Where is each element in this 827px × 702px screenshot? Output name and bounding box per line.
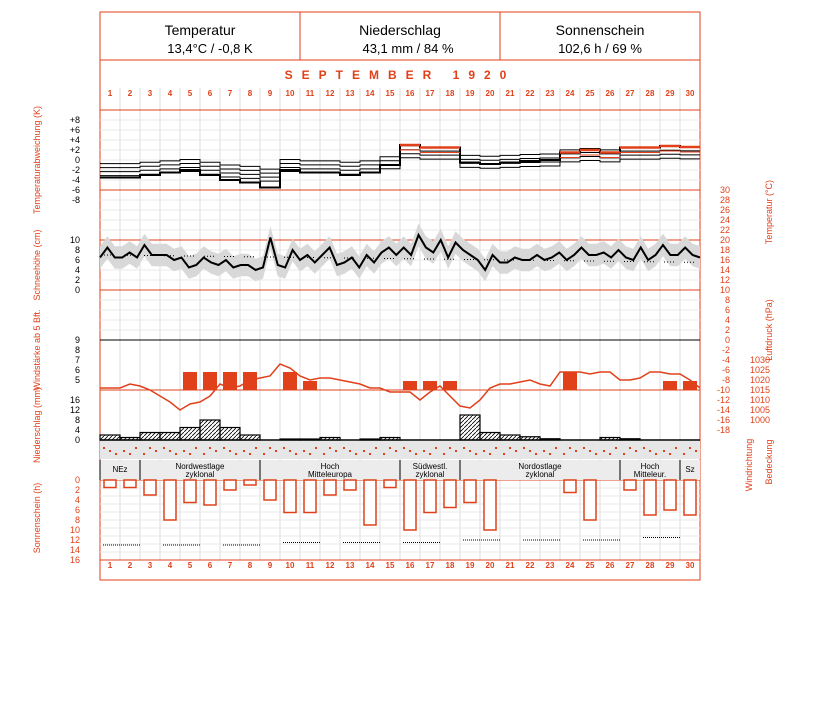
wind-direction-mark bbox=[409, 450, 411, 452]
tick-precip: 12 bbox=[69, 405, 80, 415]
tick-pressure: 1020 bbox=[749, 375, 770, 385]
wind-direction-mark bbox=[669, 453, 671, 455]
day-label: 22 bbox=[525, 561, 535, 570]
wind-direction-mark bbox=[483, 450, 485, 452]
wind-direction-mark bbox=[209, 447, 211, 449]
tick-temperature: 22 bbox=[719, 225, 730, 235]
day-label: 24 bbox=[565, 89, 575, 98]
header-precip-value: 43,1 mm / 84 % bbox=[362, 41, 454, 56]
day-label: 9 bbox=[267, 561, 273, 570]
tick-temperature: 28 bbox=[719, 195, 730, 205]
ylabel-snow: Schneehöhe (cm) bbox=[32, 229, 42, 301]
day-label: 19 bbox=[465, 89, 475, 98]
day-label: 22 bbox=[525, 89, 535, 98]
day-label: 29 bbox=[665, 89, 675, 98]
wind-direction-mark bbox=[443, 453, 445, 455]
day-label: 17 bbox=[425, 561, 435, 570]
tick-pressure: 1025 bbox=[749, 365, 770, 375]
sunshine-bar bbox=[304, 480, 316, 513]
tick-temp-dev: -2 bbox=[71, 165, 80, 175]
tick-pressure: 1005 bbox=[749, 405, 770, 415]
sunshine-bar bbox=[184, 480, 196, 503]
wind-direction-mark bbox=[163, 447, 165, 449]
tick-temp-dev: 0 bbox=[74, 155, 80, 165]
weather-type-label: NEz bbox=[112, 465, 128, 474]
wind-direction-mark bbox=[449, 447, 451, 449]
tick-precip: 4 bbox=[74, 425, 80, 435]
wind-direction-mark bbox=[309, 453, 311, 455]
day-label: 14 bbox=[365, 561, 375, 570]
sunshine-bar bbox=[224, 480, 236, 490]
tick-wind: 7 bbox=[74, 355, 80, 365]
tick-temperature: 4 bbox=[724, 315, 730, 325]
wind-bar bbox=[683, 381, 697, 390]
weather-type-label: zyklonal bbox=[525, 470, 555, 479]
tick-temperature: -12 bbox=[716, 395, 730, 405]
wind-direction-mark bbox=[249, 453, 251, 455]
tick-temp-dev: +8 bbox=[69, 115, 80, 125]
wind-direction-mark bbox=[509, 447, 511, 449]
tick-temperature: -10 bbox=[716, 385, 730, 395]
day-label: 13 bbox=[345, 89, 355, 98]
wind-direction-mark bbox=[655, 453, 657, 455]
wind-direction-mark bbox=[623, 453, 625, 455]
sunshine-bar bbox=[684, 480, 696, 515]
tick-temperature: -4 bbox=[721, 355, 730, 365]
tick-precip: 16 bbox=[69, 395, 80, 405]
wind-bar bbox=[183, 372, 197, 390]
header-temp-value: 13,4°C / -0,8 K bbox=[167, 41, 253, 56]
ylabel-temp-deviation: Temperaturabweichung (K) bbox=[32, 105, 42, 215]
wind-direction-mark bbox=[203, 453, 205, 455]
wind-direction-mark bbox=[329, 447, 331, 449]
header-sun-name: Sonnenschein bbox=[555, 22, 645, 38]
wind-direction-mark bbox=[275, 450, 277, 452]
day-label: 2 bbox=[127, 561, 133, 570]
weather-type-label: Hoch bbox=[320, 462, 340, 471]
wind-direction-mark bbox=[149, 447, 151, 449]
day-label: 10 bbox=[285, 89, 295, 98]
day-label: 26 bbox=[605, 561, 615, 570]
day-label: 1 bbox=[107, 561, 113, 570]
wind-direction-mark bbox=[403, 447, 405, 449]
tick-pressure: 1000 bbox=[749, 415, 770, 425]
sunshine-bar bbox=[324, 480, 336, 495]
weather-type-label: Mitteleur. bbox=[633, 470, 667, 479]
day-label: 3 bbox=[147, 561, 153, 570]
tick-temperature: -16 bbox=[716, 415, 730, 425]
wind-bar bbox=[303, 381, 317, 390]
precip-bar bbox=[460, 415, 480, 440]
wind-direction-mark bbox=[463, 447, 465, 449]
day-label: 6 bbox=[207, 89, 213, 98]
wind-direction-mark bbox=[389, 447, 391, 449]
wind-direction-mark bbox=[609, 453, 611, 455]
tick-snow: 10 bbox=[69, 235, 80, 245]
wind-direction-mark bbox=[435, 447, 437, 449]
wind-direction-mark bbox=[255, 447, 257, 449]
day-label: 8 bbox=[247, 561, 253, 570]
wind-direction-mark bbox=[489, 453, 491, 455]
day-label: 20 bbox=[485, 89, 495, 98]
day-label: 15 bbox=[385, 89, 395, 98]
sunshine-bar bbox=[644, 480, 656, 515]
tick-temperature: 2 bbox=[724, 325, 730, 335]
tick-temperature: 10 bbox=[719, 285, 730, 295]
wind-direction-mark bbox=[549, 453, 551, 455]
day-label: 5 bbox=[187, 89, 193, 98]
day-label: 21 bbox=[505, 561, 515, 570]
wind-direction-mark bbox=[529, 450, 531, 452]
wind-direction-mark bbox=[649, 450, 651, 452]
wind-direction-mark bbox=[469, 450, 471, 452]
tick-pressure: 1015 bbox=[749, 385, 770, 395]
wind-direction-mark bbox=[683, 453, 685, 455]
day-label: 2 bbox=[127, 89, 133, 98]
wind-bar bbox=[283, 372, 297, 390]
day-label: 23 bbox=[545, 561, 555, 570]
day-label: 12 bbox=[325, 89, 335, 98]
tick-temperature: 26 bbox=[719, 205, 730, 215]
wind-direction-mark bbox=[523, 447, 525, 449]
wind-direction-mark bbox=[629, 447, 631, 449]
wind-bar bbox=[403, 381, 417, 390]
tick-temperature: 14 bbox=[719, 265, 730, 275]
day-label: 4 bbox=[167, 561, 173, 570]
ylabel-sunshine: Sonnenschein (h) bbox=[32, 482, 42, 554]
wind-direction-mark bbox=[455, 450, 457, 452]
wind-direction-mark bbox=[515, 450, 517, 452]
wind-direction-mark bbox=[535, 453, 537, 455]
tick-temperature: -14 bbox=[716, 405, 730, 415]
wind-direction-mark bbox=[635, 450, 637, 452]
wind-direction-mark bbox=[543, 450, 545, 452]
tick-temperature: 20 bbox=[719, 235, 730, 245]
wind-direction-mark bbox=[315, 447, 317, 449]
day-label: 30 bbox=[685, 89, 695, 98]
sunshine-bar bbox=[364, 480, 376, 525]
day-label: 16 bbox=[405, 561, 415, 570]
wind-direction-mark bbox=[615, 447, 617, 449]
tick-temp-dev: +4 bbox=[69, 135, 80, 145]
day-label: 29 bbox=[665, 561, 675, 570]
wind-direction-mark bbox=[569, 447, 571, 449]
tick-snow: 4 bbox=[74, 265, 80, 275]
tick-temperature: -8 bbox=[721, 375, 730, 385]
wind-direction-mark bbox=[555, 447, 557, 449]
day-label: 3 bbox=[147, 89, 153, 98]
tick-wind: 6 bbox=[74, 365, 80, 375]
wind-direction-mark bbox=[355, 453, 357, 455]
day-label: 28 bbox=[645, 89, 655, 98]
day-label: 8 bbox=[247, 89, 253, 98]
tick-temp-dev: -8 bbox=[71, 195, 80, 205]
tick-sunshine: 16 bbox=[69, 555, 80, 565]
sunshine-bar bbox=[244, 480, 256, 485]
wind-direction-mark bbox=[375, 447, 377, 449]
day-label: 26 bbox=[605, 89, 615, 98]
wind-direction-mark bbox=[663, 450, 665, 452]
wind-direction-mark bbox=[109, 450, 111, 452]
sunshine-bar bbox=[464, 480, 476, 503]
wind-direction-mark bbox=[343, 447, 345, 449]
weather-type-label: Südwestl. bbox=[412, 462, 448, 471]
day-label: 25 bbox=[585, 561, 595, 570]
wind-bar bbox=[223, 372, 237, 390]
wind-direction-mark bbox=[695, 450, 697, 452]
day-label: 23 bbox=[545, 89, 555, 98]
sunshine-bar bbox=[344, 480, 356, 490]
tick-temperature: -18 bbox=[716, 425, 730, 435]
tick-temp-dev: -4 bbox=[71, 175, 80, 185]
sunshine-bar bbox=[664, 480, 676, 510]
sunshine-bar bbox=[384, 480, 396, 488]
day-label: 19 bbox=[465, 561, 475, 570]
header-temp-name: Temperatur bbox=[164, 22, 236, 38]
wind-direction-mark bbox=[289, 450, 291, 452]
day-label: 20 bbox=[485, 561, 495, 570]
precip-bar bbox=[180, 428, 200, 441]
header bbox=[100, 12, 700, 60]
wind-direction-mark bbox=[169, 450, 171, 452]
wind-direction-mark bbox=[583, 447, 585, 449]
day-label: 16 bbox=[405, 89, 415, 98]
wind-direction-mark bbox=[103, 447, 105, 449]
wind-direction-mark bbox=[323, 453, 325, 455]
header-precip-name: Niederschlag bbox=[359, 22, 441, 38]
weather-type-label: Sz bbox=[685, 465, 695, 474]
cloud-cover-band bbox=[100, 441, 700, 459]
day-label: 6 bbox=[207, 561, 213, 570]
weather-type-label: Nordwestlage bbox=[175, 462, 225, 471]
wind-bar bbox=[243, 372, 257, 390]
sunshine-bar bbox=[444, 480, 456, 508]
wind-direction-mark bbox=[143, 453, 145, 455]
wind-direction-mark bbox=[395, 450, 397, 452]
ylabel-wind: Windstärke ab 5 Bft. bbox=[32, 309, 42, 391]
wind-direction-mark bbox=[675, 447, 677, 449]
wind-direction-mark bbox=[223, 447, 225, 449]
day-label: 12 bbox=[325, 561, 335, 570]
day-label: 4 bbox=[167, 89, 173, 98]
ylabel-precip: Niederschlag (mm) bbox=[32, 386, 42, 464]
wind-direction-mark bbox=[135, 447, 137, 449]
tick-temp-dev: +2 bbox=[69, 145, 80, 155]
wind-bar bbox=[563, 372, 577, 390]
day-label: 30 bbox=[685, 561, 695, 570]
tick-temperature: 12 bbox=[719, 275, 730, 285]
sunshine-bar bbox=[484, 480, 496, 530]
day-label: 7 bbox=[227, 89, 233, 98]
tick-temperature: 24 bbox=[719, 215, 730, 225]
tick-temperature: 18 bbox=[719, 245, 730, 255]
wind-direction-mark bbox=[303, 450, 305, 452]
precip-bar bbox=[160, 433, 180, 441]
wind-direction-mark bbox=[503, 453, 505, 455]
weather-type-label: Nordostlage bbox=[518, 462, 562, 471]
sunshine-bar bbox=[424, 480, 436, 513]
wind-direction-mark bbox=[183, 450, 185, 452]
day-label: 15 bbox=[385, 561, 395, 570]
day-label: 10 bbox=[285, 561, 295, 570]
ylabel-cloud-cover: Bedeckung bbox=[764, 439, 774, 485]
day-label: 5 bbox=[187, 561, 193, 570]
tick-temperature: 30 bbox=[719, 185, 730, 195]
tick-pressure: 1030 bbox=[749, 355, 770, 365]
wind-direction-mark bbox=[689, 447, 691, 449]
tick-temperature: 0 bbox=[724, 335, 730, 345]
sunshine-bar bbox=[104, 480, 116, 488]
tick-precip: 0 bbox=[74, 435, 80, 445]
wind-direction-mark bbox=[215, 450, 217, 452]
tick-wind: 5 bbox=[74, 375, 80, 385]
header-sun-value: 102,6 h / 69 % bbox=[558, 41, 642, 56]
wind-direction-mark bbox=[335, 450, 337, 452]
tick-temperature: 16 bbox=[719, 255, 730, 265]
wind-direction-mark bbox=[349, 450, 351, 452]
precip-bar bbox=[220, 428, 240, 441]
tick-snow: 6 bbox=[74, 255, 80, 265]
sunshine-bar bbox=[264, 480, 276, 500]
sunshine-bar bbox=[164, 480, 176, 520]
tick-temperature: -6 bbox=[721, 365, 730, 375]
wind-direction-mark bbox=[369, 453, 371, 455]
day-label: 11 bbox=[305, 561, 315, 570]
day-label: 21 bbox=[505, 89, 515, 98]
wind-direction-mark bbox=[363, 450, 365, 452]
wind-direction-mark bbox=[383, 453, 385, 455]
wind-direction-mark bbox=[295, 453, 297, 455]
sunshine-bar bbox=[144, 480, 156, 495]
tick-sunshine: 12 bbox=[69, 535, 80, 545]
wind-direction-mark bbox=[495, 447, 497, 449]
sunshine-bar bbox=[124, 480, 136, 488]
tick-temperature: 6 bbox=[724, 305, 730, 315]
wind-direction-mark bbox=[415, 453, 417, 455]
day-label: 25 bbox=[585, 89, 595, 98]
wind-direction-mark bbox=[263, 453, 265, 455]
wind-direction-mark bbox=[123, 450, 125, 452]
wind-direction-mark bbox=[475, 453, 477, 455]
wind-direction-mark bbox=[115, 453, 117, 455]
weather-type-label: Hoch bbox=[640, 462, 660, 471]
precip-bar bbox=[480, 433, 500, 441]
wind-direction-mark bbox=[195, 447, 197, 449]
day-label: 14 bbox=[365, 89, 375, 98]
day-label: 17 bbox=[425, 89, 435, 98]
day-label: 1 bbox=[107, 89, 113, 98]
tick-sunshine: 4 bbox=[74, 495, 80, 505]
tick-snow: 8 bbox=[74, 245, 80, 255]
tick-sunshine: 6 bbox=[74, 505, 80, 515]
wind-direction-mark bbox=[129, 453, 131, 455]
wind-direction-mark bbox=[423, 450, 425, 452]
wind-direction-mark bbox=[269, 447, 271, 449]
wind-direction-mark bbox=[603, 450, 605, 452]
day-label: 11 bbox=[305, 89, 315, 98]
tick-sunshine: 14 bbox=[69, 545, 80, 555]
day-label: 7 bbox=[227, 561, 233, 570]
tick-temp-dev: +6 bbox=[69, 125, 80, 135]
wind-direction-mark bbox=[429, 453, 431, 455]
tick-snow: 2 bbox=[74, 275, 80, 285]
tick-temperature: -2 bbox=[721, 345, 730, 355]
day-label: 27 bbox=[625, 89, 635, 98]
tick-sunshine: 10 bbox=[69, 525, 80, 535]
wind-direction-mark bbox=[643, 447, 645, 449]
wind-bar bbox=[663, 381, 677, 390]
tick-pressure: 1010 bbox=[749, 395, 770, 405]
weather-type-label: Mitteleuropa bbox=[307, 470, 353, 479]
wind-direction-mark bbox=[575, 450, 577, 452]
sunshine-bar bbox=[584, 480, 596, 520]
tick-temperature: 8 bbox=[724, 295, 730, 305]
wind-direction-mark bbox=[189, 453, 191, 455]
wind-direction-mark bbox=[563, 453, 565, 455]
day-label: 9 bbox=[267, 89, 273, 98]
wind-bar bbox=[423, 381, 437, 390]
tick-wind: 8 bbox=[74, 345, 80, 355]
sunshine-bar bbox=[404, 480, 416, 530]
tick-temp-dev: -6 bbox=[71, 185, 80, 195]
day-label: 18 bbox=[445, 89, 455, 98]
day-label: 28 bbox=[645, 561, 655, 570]
tick-wind: 9 bbox=[74, 335, 80, 345]
tick-sunshine: 2 bbox=[74, 485, 80, 495]
tick-precip: 8 bbox=[74, 415, 80, 425]
ylabel-wind-direction: Windrichtung bbox=[744, 438, 754, 492]
precip-bar bbox=[200, 420, 220, 440]
weather-type-label: zyklonal bbox=[185, 470, 215, 479]
day-label: 13 bbox=[345, 561, 355, 570]
wind-direction-mark bbox=[175, 453, 177, 455]
sunshine-bar bbox=[284, 480, 296, 513]
day-label: 18 bbox=[445, 561, 455, 570]
sunshine-bar bbox=[624, 480, 636, 490]
sunshine-bar bbox=[204, 480, 216, 505]
month-title: SEPTEMBER 1920 bbox=[284, 68, 516, 82]
wind-direction-mark bbox=[235, 453, 237, 455]
wind-direction-mark bbox=[595, 453, 597, 455]
tick-sunshine: 8 bbox=[74, 515, 80, 525]
wind-bar bbox=[443, 381, 457, 390]
precip-bar bbox=[140, 433, 160, 441]
wind-bar bbox=[203, 372, 217, 390]
wind-direction-mark bbox=[243, 450, 245, 452]
day-label: 24 bbox=[565, 561, 575, 570]
wind-direction-mark bbox=[229, 450, 231, 452]
weather-type-label: zyklonal bbox=[415, 470, 445, 479]
wind-direction-mark bbox=[155, 450, 157, 452]
wind-direction-mark bbox=[589, 450, 591, 452]
tick-snow: 0 bbox=[74, 285, 80, 295]
tick-sunshine: 0 bbox=[74, 475, 80, 485]
ylabel-pressure: Luftdruck (hPa) bbox=[764, 299, 774, 361]
day-label: 27 bbox=[625, 561, 635, 570]
sunshine-bar bbox=[564, 480, 576, 493]
wind-direction-mark bbox=[283, 447, 285, 449]
ylabel-temperature: Temperatur (°C) bbox=[764, 179, 774, 245]
